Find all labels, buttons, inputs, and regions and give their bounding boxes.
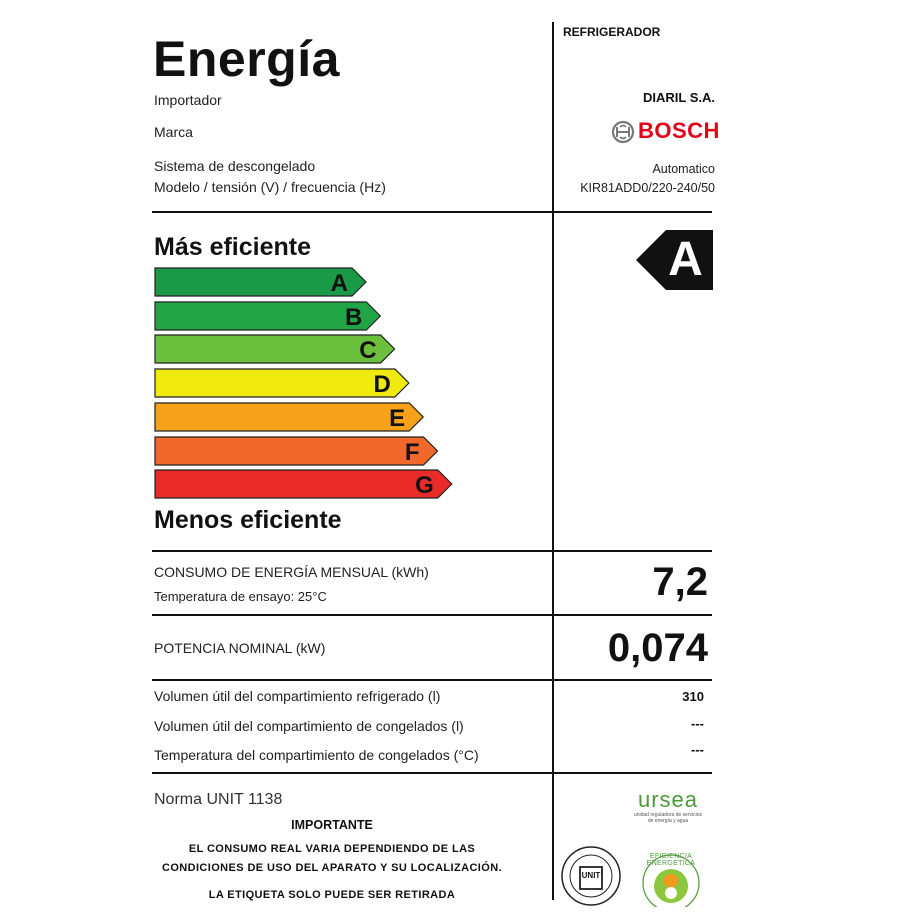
defrost-label: Sistema de descongelado xyxy=(154,158,316,174)
efficiency-bar-letter: D xyxy=(373,371,391,399)
efficiency-bar-d xyxy=(154,368,411,398)
efficiency-bar-letter: F xyxy=(404,438,420,466)
divider-consumption xyxy=(152,614,712,616)
efficiency-seal-text: EFICIENCIA ENERGETICA xyxy=(646,853,696,867)
efficiency-bar-letter: A xyxy=(330,270,348,297)
volume-row-label: Volumen útil del compartimiento de congelados (l) xyxy=(154,718,464,734)
model-value: KIR81ADD0/220-240/50 xyxy=(580,181,715,195)
ursea-logo-sub: de energía y agua xyxy=(647,818,689,824)
defrost-value: Automatico xyxy=(652,162,715,176)
volume-row-label: Volumen útil del compartimiento refrigerado (l) xyxy=(154,688,441,704)
divider-header xyxy=(152,211,712,213)
efficiency-bar-c xyxy=(154,334,397,364)
efficiency-bar-letter: G xyxy=(415,472,434,500)
consumption-value: 7,2 xyxy=(652,560,708,604)
notice-line: EL CONSUMO REAL VARIA DEPENDIENDO DE LAS xyxy=(188,843,476,855)
rating-indicator xyxy=(636,230,713,290)
consumption-label: CONSUMO DE ENERGÍA MENSUAL (kWh) xyxy=(154,564,429,580)
notice-line: CONDICIONES DE USO DEL APARATO Y SU LOCALIZACIÓN. xyxy=(161,862,503,874)
brand-label: Marca xyxy=(154,124,193,140)
efficiency-bar-f xyxy=(154,436,440,466)
efficiency-bar-shape xyxy=(154,469,454,499)
efficiency-bar-b xyxy=(154,301,382,331)
ursea-logo-text: ursea xyxy=(637,787,699,812)
vertical-divider xyxy=(552,22,554,900)
brand-value: BOSCH xyxy=(638,118,720,143)
efficiency-bar-letter: E xyxy=(389,404,406,432)
brand-logo xyxy=(611,118,719,146)
efficiency-bar-shape xyxy=(154,368,411,398)
power-label: POTENCIA NOMINAL (kW) xyxy=(154,640,326,656)
rating-letter: A xyxy=(668,233,703,286)
volume-row-value: --- xyxy=(691,716,704,731)
page-title: Energía xyxy=(153,31,340,87)
efficiency-bar-letter: B xyxy=(344,303,363,331)
efficiency-bar-shape xyxy=(154,334,397,364)
scale-top-label: Más eficiente xyxy=(154,233,312,261)
notice-line: LA ETIQUETA SOLO PUEDE SER RETIRADA xyxy=(208,889,456,901)
efficiency-bar-letter: C xyxy=(359,337,377,365)
power-value: 0,074 xyxy=(607,626,708,670)
volume-row-value: 310 xyxy=(682,689,704,704)
volume-row-value: --- xyxy=(691,742,704,757)
efficiency-bar-shape xyxy=(154,402,425,432)
model-label: Modelo / tensión (V) / frecuencia (Hz) xyxy=(154,179,386,195)
norm-label: Norma UNIT 1138 xyxy=(154,791,283,808)
efficiency-bar-a xyxy=(154,267,368,297)
importer-value: DIARIL S.A. xyxy=(643,90,715,105)
divider-scale xyxy=(152,550,712,552)
scale-bottom-label: Menos eficiente xyxy=(154,506,342,534)
efficiency-bar-g xyxy=(154,469,454,499)
divider-volumes xyxy=(152,772,712,774)
bosch-armature-icon xyxy=(611,120,635,144)
importer-label: Importador xyxy=(154,92,222,108)
ursea-logo xyxy=(622,788,714,824)
efficiency-seal xyxy=(630,845,712,907)
efficiency-bar-shape xyxy=(154,267,368,297)
efficiency-bar-shape xyxy=(154,301,382,331)
ursea-logo-sub: unidad reguladora de servicios xyxy=(633,812,703,818)
consumption-sub-label: Temperatura de ensayo: 25°C xyxy=(154,589,327,604)
unit-seal-text: UNIT xyxy=(581,871,601,880)
important-label: IMPORTANTE xyxy=(291,818,373,832)
efficiency-bar-e xyxy=(154,402,425,432)
appliance-category: REFRIGERADOR xyxy=(563,25,661,39)
divider-power xyxy=(152,679,712,681)
volume-row-label: Temperatura del compartimiento de congelados (°C) xyxy=(154,747,479,763)
unit-seal xyxy=(560,845,622,907)
efficiency-bar-shape xyxy=(154,436,440,466)
